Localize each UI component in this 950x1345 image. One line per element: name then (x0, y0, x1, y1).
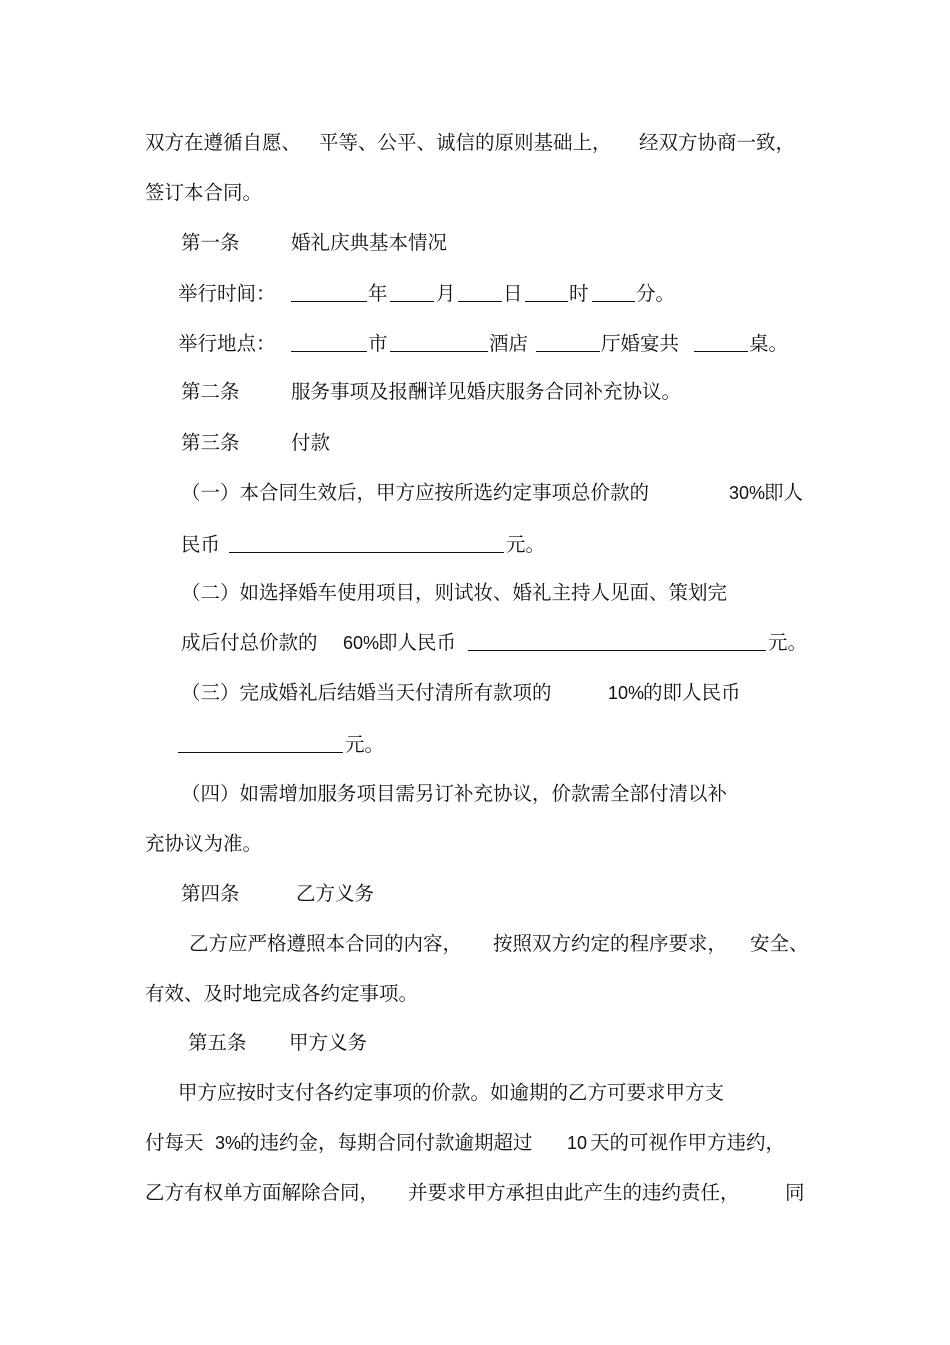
article-text: 付每天 (145, 1131, 204, 1154)
day-blank[interactable] (458, 301, 502, 302)
article-text: 乙方有权单方面解除合同， (145, 1181, 380, 1204)
city-blank[interactable] (291, 351, 367, 352)
article-number: 第五条 (188, 1031, 247, 1054)
year-blank[interactable] (291, 301, 367, 302)
amount-blank[interactable] (178, 752, 343, 753)
article-title: 付款 (291, 431, 331, 454)
clause-text: （二）如选择婚车使用项目，则试妆、婚礼主持人见面、策划完 (181, 581, 728, 604)
minute-blank[interactable] (592, 301, 635, 302)
hall-blank[interactable] (536, 351, 600, 352)
intro-text: 签订本合同。 (145, 181, 263, 204)
percent-value: 30% (729, 483, 766, 503)
article-title: 婚礼庆典基本情况 (291, 231, 448, 254)
day-unit: 日 (503, 282, 523, 305)
clause-text: 元。 (506, 533, 546, 556)
clause-text: （四）如需增加服务项目需另订补充协议，价款需全部付清以补 (181, 782, 728, 805)
article-text: 甲方应按时支付各约定事项的价款。如逾期的乙方可要求甲方支 (178, 1081, 725, 1104)
article-text: 天的可视作甲方违约， (590, 1131, 786, 1154)
clause-text: 充协议为准。 (145, 832, 263, 855)
percent-value: 3% (215, 1133, 242, 1153)
article-text: 乙方应严格遵照本合同的内容， (189, 932, 463, 955)
article-text: 同 (785, 1181, 805, 1204)
article-text: 有效、及时地完成各约定事项。 (145, 982, 419, 1005)
clause-text: （三）完成婚礼后结婚当天付清所有款项的 (181, 681, 552, 704)
month-blank[interactable] (390, 301, 434, 302)
intro-text: 平等、公平、诚信的原则基础上， (319, 131, 612, 154)
article-text: 安全、 (750, 932, 809, 955)
clause-text: （一）本合同生效后，甲方应按所选约定事项总价款的 (181, 481, 650, 504)
place-label: 举行地点： (178, 332, 276, 355)
article-number: 第二条 (181, 380, 240, 403)
clause-text: 的即人民币 (643, 681, 741, 704)
intro-text: 双方在遵循自愿、 (145, 131, 302, 154)
percent-value: 10% (608, 683, 645, 703)
hall-unit: 厅婚宴共 (601, 332, 680, 355)
clause-text: 民币 (181, 533, 221, 556)
city-unit: 市 (368, 332, 388, 355)
hotel-unit: 酒店 (489, 332, 529, 355)
days-value: 10 (567, 1133, 588, 1153)
hour-blank[interactable] (525, 301, 568, 302)
time-label: 举行时间： (178, 282, 276, 305)
amount-blank[interactable] (229, 552, 504, 553)
article-number: 第三条 (181, 431, 240, 454)
percent-value: 60% (343, 633, 380, 653)
clause-text: 元。 (345, 733, 385, 756)
hotel-blank[interactable] (390, 351, 488, 352)
hour-unit: 时 (569, 282, 589, 305)
article-text: 的违约金，每期合同付款逾期超过 (240, 1131, 533, 1154)
clause-text: 元。 (768, 631, 808, 654)
article-title: 乙方义务 (296, 882, 375, 905)
minute-unit: 分。 (636, 282, 676, 305)
article-number: 第四条 (181, 882, 240, 905)
month-unit: 月 (436, 282, 456, 305)
article-title: 甲方义务 (289, 1031, 368, 1054)
article-text: 服务事项及报酬详见婚庆服务合同补充协议。 (291, 380, 682, 403)
article-number: 第一条 (181, 231, 240, 254)
tables-blank[interactable] (694, 351, 748, 352)
year-unit: 年 (368, 282, 388, 305)
clause-text: 成后付总价款的 (181, 631, 318, 654)
amount-blank[interactable] (468, 650, 766, 651)
clause-text: 即人 (764, 481, 804, 504)
article-text: 并要求甲方承担由此产生的违约责任， (408, 1181, 740, 1204)
intro-text: 经双方协商一致， (639, 131, 796, 154)
tables-unit: 桌。 (749, 332, 789, 355)
clause-text: 即人民币 (378, 631, 457, 654)
article-text: 按照双方约定的程序要求， (493, 932, 728, 955)
